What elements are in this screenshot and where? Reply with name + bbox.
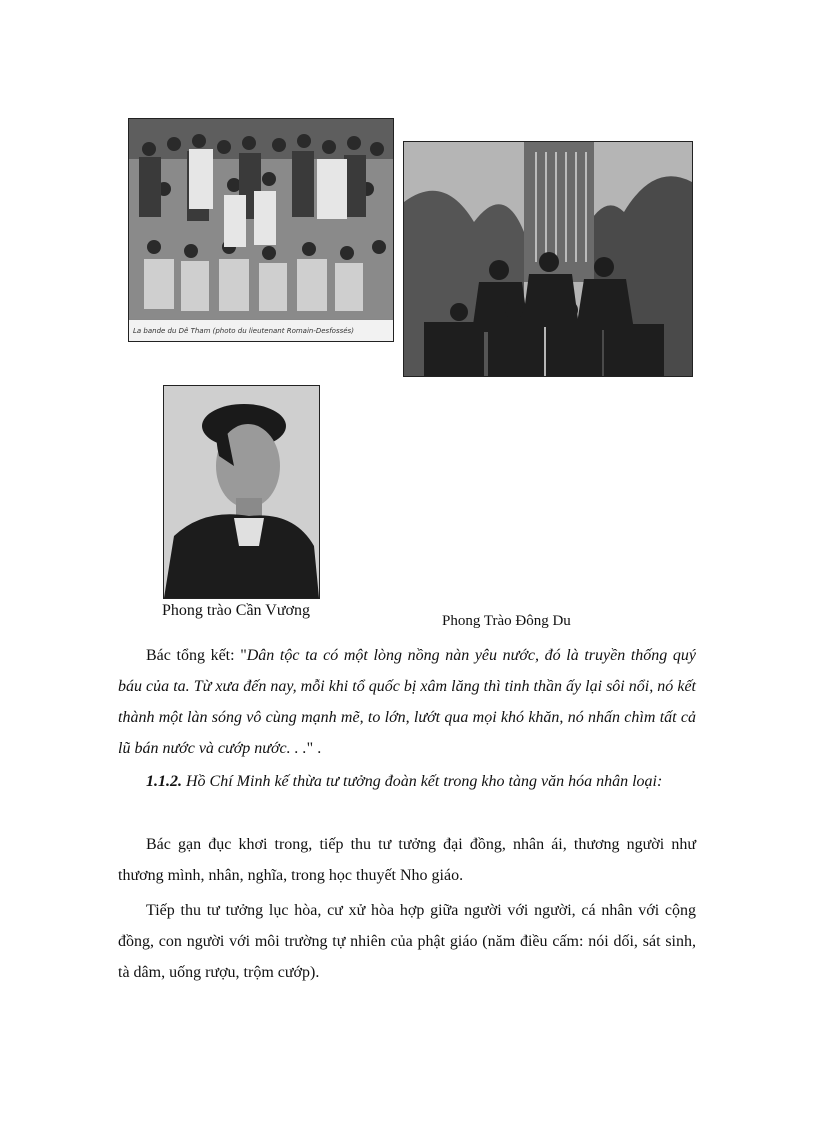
group-photo-image: [129, 119, 393, 341]
confucian-text: Bác gạn đục khơi trong, tiếp thu tư tưởng đại đồng, nhân ái, thương người như thương mình, nhân, nghĩa, trong học thuyết Nho giáo.: [118, 836, 696, 884]
summary-lead: Bác tổng kết: ": [146, 647, 247, 664]
caption-can-vuong: Phong trào Cần Vương: [162, 602, 310, 619]
section-number: 1.1.2.: [146, 773, 182, 790]
portrait-photo-image: [164, 386, 319, 598]
buddhist-text: Tiếp thu tư tưởng lục hòa, cư xử hòa hợp giữa người với người, cá nhân với cộng đồng, con người với môi trường tự nhiên của phật giáo (năm điều cấm: nói dối, sát sinh, tà dâm, uống rượu, trộm cướp).: [118, 902, 696, 981]
confucian-paragraph: [118, 829, 696, 891]
section-heading: [118, 766, 696, 797]
stele-photo: [403, 141, 693, 377]
portrait-photo: [163, 385, 320, 599]
section-title: Hồ Chí Minh kế thừa tư tưởng đoàn kết trong kho tàng văn hóa nhân loại:: [186, 773, 663, 790]
summary-tail: " .: [306, 740, 322, 757]
buddhist-paragraph: [118, 895, 696, 988]
summary-quote: Dân tộc ta có một lòng nồng nàn yêu nước, đó là truyền thống quý báu của ta. Từ xưa đến nay, mỗi khi tổ quốc bị xâm lăng thì tinh thần ấy lại sôi nổi, nó kết thành một làn sóng vô cùng mạnh mẽ, to lớn, lướt qua mọi khó khăn, nó nhấn chìm tất cả lũ bán nước và cướp nước. . .: [118, 647, 696, 757]
group-photo: [128, 118, 394, 342]
stele-photo-image: [404, 142, 692, 376]
caption-dong-du: Phong Trào Đông Du: [442, 613, 571, 629]
group-photo-inset-caption: La bande du Dê Tham (photo du lieutenant Romain-Desfossés): [129, 319, 393, 341]
summary-paragraph: [118, 640, 696, 764]
